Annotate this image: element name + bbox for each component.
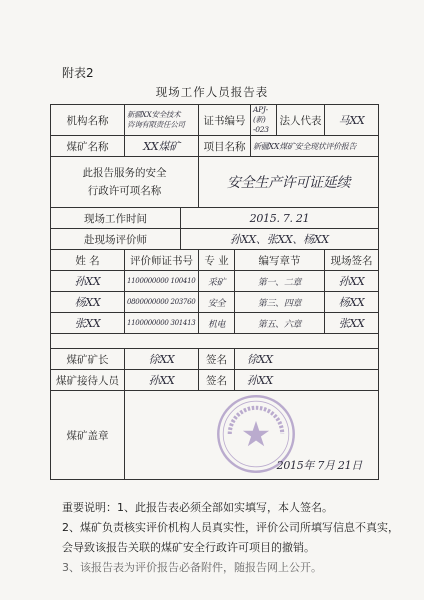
- staff-name: 杨XX: [51, 292, 125, 313]
- staff-chapter: 第一、二章: [235, 271, 325, 292]
- row-evaluators: [51, 229, 379, 250]
- cert-value: APJ-(新) -023: [251, 105, 277, 136]
- work-time-value: 2015. 7. 21: [181, 208, 379, 229]
- row-mine: [51, 136, 379, 157]
- mine-name-value: XX煤矿: [125, 136, 199, 157]
- staff-cert: 1100000000 100410: [125, 271, 199, 292]
- project-value: 新疆XX煤矿安全现状评价报告: [251, 136, 379, 157]
- service-value: 安全生产许可证延续: [199, 157, 379, 208]
- table-row: [51, 271, 379, 292]
- form-title: 现场工作人员报告表: [155, 85, 269, 99]
- row-mine-receiver: [51, 370, 379, 391]
- staff-signature: 孙XX: [325, 271, 379, 292]
- org-value: 新疆XX安全技术 咨询有限责任公司: [125, 105, 199, 136]
- mine-receiver-sign-label: 签名: [199, 370, 235, 391]
- mine-seal-label: 煤矿盖章: [51, 391, 125, 480]
- mine-receiver-signature: 孙XX: [235, 370, 379, 391]
- col-header-cert: 评价师证书号: [125, 250, 199, 271]
- staff-cert: 1100000000 301413: [125, 313, 199, 334]
- mine-receiver-label: 煤矿接待人员: [51, 370, 125, 391]
- blank-cell: [51, 334, 379, 349]
- row-mine-head: [51, 349, 379, 370]
- mine-seal-area: [125, 391, 379, 480]
- col-header-major: 专 业: [199, 250, 235, 271]
- staff-major: 安全: [199, 292, 235, 313]
- col-header-sign: 现场签名: [325, 250, 379, 271]
- appendix-label: 附表2: [62, 66, 94, 80]
- service-label: [51, 157, 199, 208]
- mine-head-label: 煤矿矿长: [51, 349, 125, 370]
- note-1: 重要说明：1、此报告表必须全部如实填写，本人签名。: [62, 501, 333, 514]
- project-label: 项目名称: [199, 136, 251, 157]
- col-header-chapter: 编写章节: [235, 250, 325, 271]
- evaluators-label: 赴现场评价师: [51, 229, 181, 250]
- mine-receiver-value: 孙XX: [125, 370, 199, 391]
- staff-chapter: 第五、六章: [235, 313, 325, 334]
- mine-head-signature: 徐XX: [235, 349, 379, 370]
- rep-value: 马XX: [325, 105, 379, 136]
- table-row: [51, 292, 379, 313]
- note-3: 3、该报告表为评价报告必备附件，随报告网上公开。: [62, 561, 322, 574]
- staff-cert: 0800000000 203760: [125, 292, 199, 313]
- staff-major: 采矿: [199, 271, 235, 292]
- spacer-row: [51, 334, 379, 349]
- cert-label: 证书编号: [199, 105, 251, 136]
- staff-signature: 张XX: [325, 313, 379, 334]
- service-label-line1: 此报告服务的安全: [82, 167, 167, 179]
- mine-head-sign-label: 签名: [199, 349, 235, 370]
- table-row: [51, 313, 379, 334]
- staff-header-row: [51, 250, 379, 271]
- mine-head-value: 徐XX: [125, 349, 199, 370]
- row-org: [51, 105, 379, 136]
- row-service: [51, 157, 379, 208]
- staff-chapter: 第三、四章: [235, 292, 325, 313]
- col-header-name: 姓 名: [51, 250, 125, 271]
- rep-label: 法人代表: [277, 105, 325, 136]
- mine-name-label: 煤矿名称: [51, 136, 125, 157]
- seal-date: 2015年 7月 21日: [276, 459, 363, 472]
- note-2: 2、煤矿负责核实评价机构人员真实性，评价公司所填写信息不真实，会导致该报告关联的煤矿安全行政许可项目的撤销。: [62, 521, 399, 554]
- row-time: [51, 208, 379, 229]
- org-label: 机构名称: [51, 105, 125, 136]
- work-time-label: 现场工作时间: [51, 208, 181, 229]
- evaluators-value: 孙XX、张XX、杨XX: [181, 229, 379, 250]
- important-notes: [62, 498, 402, 578]
- service-label-line2: 行政许可项名称: [87, 185, 162, 197]
- staff-name: 孙XX: [51, 271, 125, 292]
- report-form-table: [50, 104, 379, 480]
- row-mine-seal: [51, 391, 379, 480]
- staff-signature: 杨XX: [325, 292, 379, 313]
- staff-name: 张XX: [51, 313, 125, 334]
- staff-major: 机电: [199, 313, 235, 334]
